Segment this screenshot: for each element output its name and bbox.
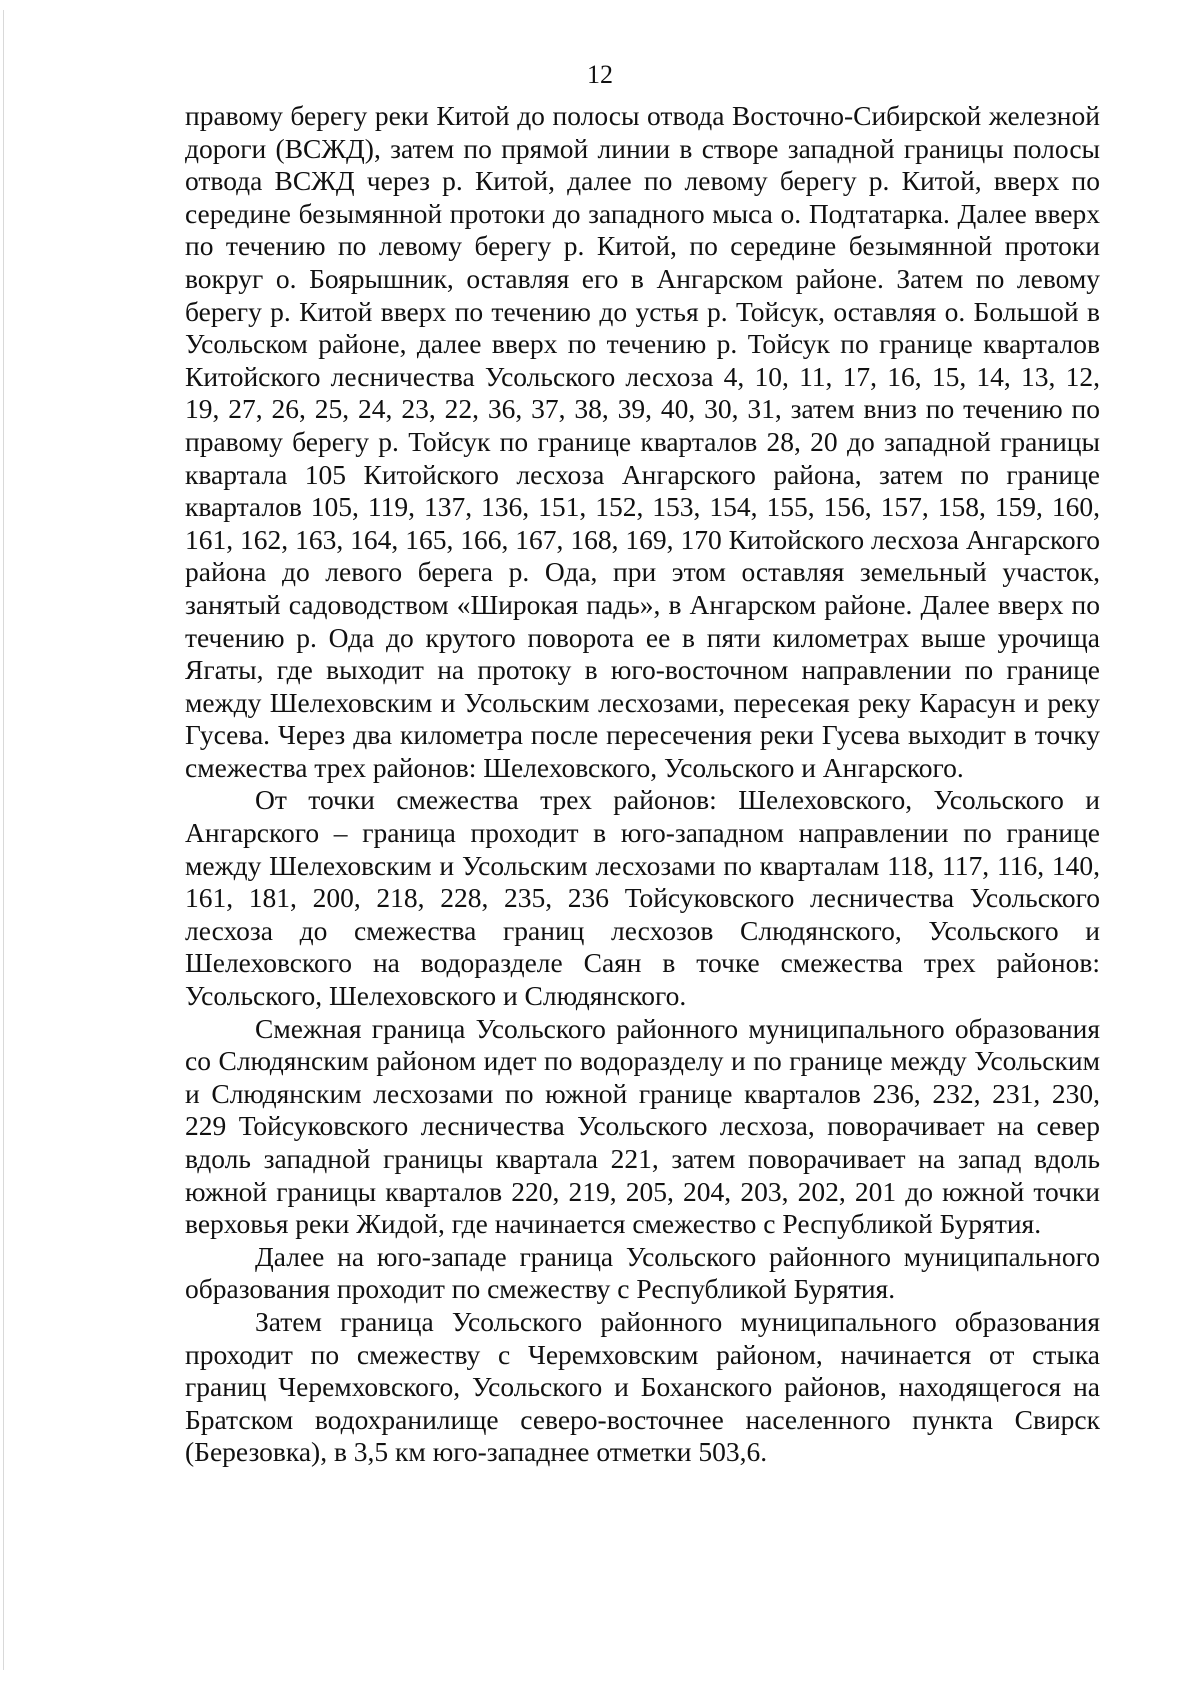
paragraph-5: Затем граница Усольского районного муниципального образования проходит по смежеству с Черемховским районом, начинается от стыка границ Черемховского, Усольского и Боханского районов, находящегося на Братском водохранилище северо-восточнее населенного пункта Свирск (Березовка), в 3,5 км юго-западнее отметки 503,6. [185,1305,1100,1468]
paragraph-4: Далее на юго-западе граница Усольского районного муниципального образования проходит по смежеству с Республикой Бурятия. [185,1240,1100,1305]
scan-edge-mark [3,10,4,1670]
paragraph-2: От точки смежества трех районов: Шелеховского, Усольского и Ангарского – граница проходит в юго-западном направлении по границе между Шелеховским и Усольским лесхозами по кварталам 118, 117, 116, 140, 161, 181, 200, 218, 228, 235, 236 Тойсуковского лесничества Усольского лесхоза до смежества границ лесхозов Слюдянского, Усольского и Шелеховского на водоразделе Саян в точке смежества трех районов: Усольского, Шелеховского и Слюдянского. [185,784,1100,1012]
document-body [185,100,1100,1469]
page-number: 12 [587,60,613,89]
paragraph-1: правому берегу реки Китой до полосы отвода Восточно-Сибирской железной дороги (ВСЖД), затем по прямой линии в створе западной границы полосы отвода ВСЖД через р. Китой, далее по левому берегу р. Китой, вверх по середине безымянной протоки до западного мыса о. Подтатарка. Далее вверх по течению по левому берегу р. Китой, по середине безымянной протоки вокруг о. Боярышник, оставляя его в Ангарском районе. Затем по левому берегу р. Китой вверх по течению до устья р. Тойсук, оставляя о. Большой в Усольском районе, далее вверх по течению р. Тойсук по границе кварталов Китойского лесничества Усольского лесхоза 4, 10, 11, 17, 16, 15, 14, 13, 12, 19, 27, 26, 25, 24, 23, 22, 36, 37, 38, 39, 40, 30, 31, затем вниз по течению по правому берегу р. Тойсук по границе кварталов 28, 20 до западной границы квартала 105 Китойского лесхоза Ангарского района, затем по границе кварталов 105, 119, 137, 136, 151, 152, 153, 154, 155, 156, 157, 158, 159, 160, 161, 162, 163, 164, 165, 166, 167, 168, 169, 170 Китойского лесхоза Ангарского района до левого берега р. Ода, при этом оставляя земельный участок, занятый садоводством «Широкая падь», в Ангарском районе. Далее вверх по течению р. Ода до крутого поворота ее в пяти километрах выше урочища Ягаты, где выходит на протоку в юго-восточном направлении по границе между Шелеховским и Усольским лесхозами, пересекая реку Карасун и реку Гусева. Через два километра после пересечения реки Гусева выходит в точку смежества трех районов: Шелеховского, Усольского и Ангарского. [185,100,1100,783]
paragraph-3: Смежная граница Усольского районного муниципального образования со Слюдянским районом идет по водоразделу и по границе между Усольским и Слюдянским лесхозами по южной границе кварталов 236, 232, 231, 230, 229 Тойсуковского лесничества Усольского лесхоза, поворачивает на север вдоль западной границы квартала 221, затем поворачивает на запад вдоль южной границы кварталов 220, 219, 205, 204, 203, 202, 201 до южной точки верховья реки Жидой, где начинается смежество с Республикой Бурятия. [185,1012,1100,1240]
